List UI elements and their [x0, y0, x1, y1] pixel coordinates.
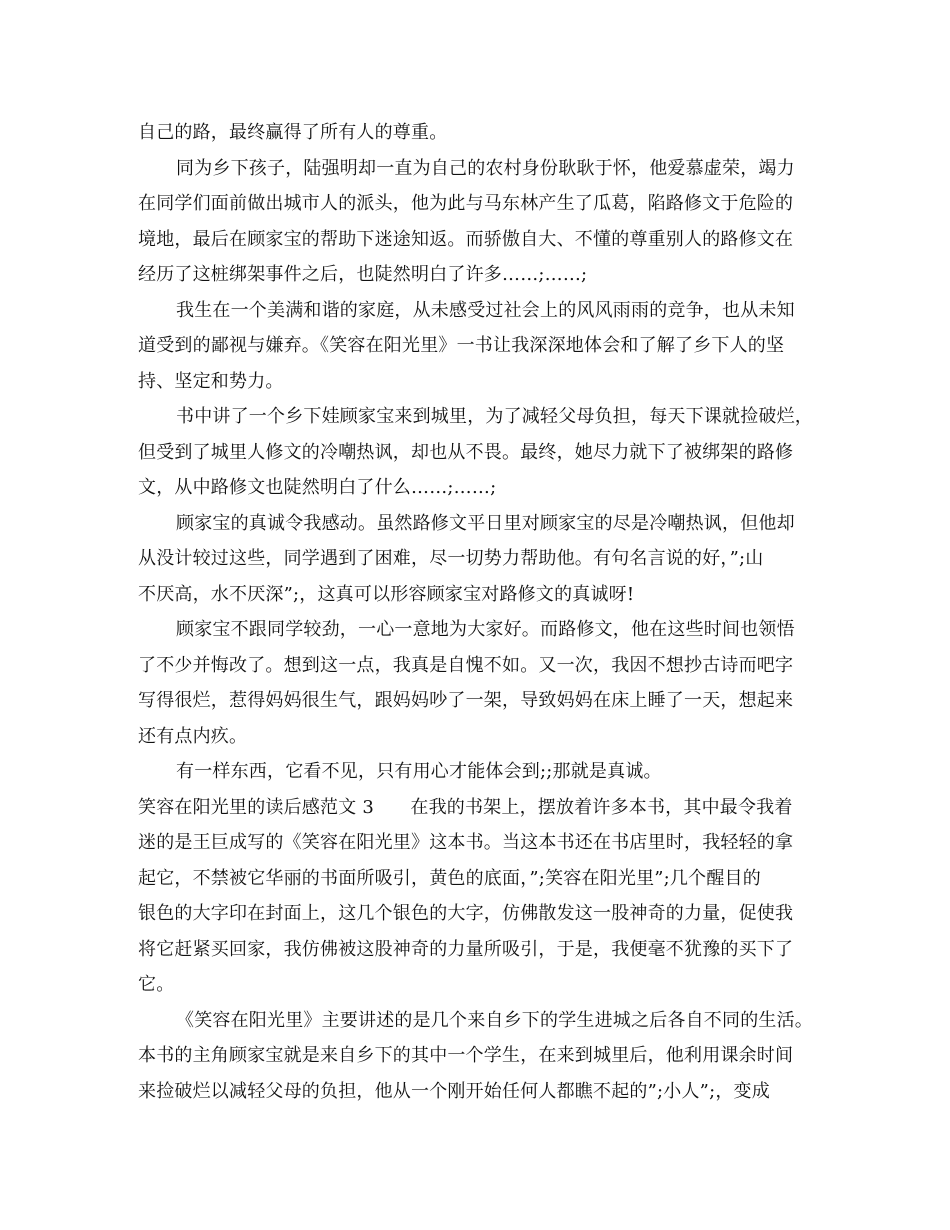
text-line: 文，从中路修文也陡然明白了什么……;……; — [138, 477, 497, 498]
text-line: 迷的是王巨成写的《笑容在阳光里》这本书。当这本书还在书店里时，我轻轻的拿 — [138, 832, 794, 853]
section-heading-line: 笑容在阳光里的读后感范文 3 在我的书架上，摆放着许多本书，其中最令我着 — [138, 797, 793, 818]
text-line: 了不少并悔改了。想到这一点，我真是自愧不如。又一次，我因不想抄古诗而吧字 — [138, 655, 794, 676]
text-line: 顾家宝的真诚令我感动。虽然路修文平日里对顾家宝的尽是冷嘲热讽，但他却 — [176, 513, 795, 534]
text-line: 同为乡下孩子，陆强明却一直为自己的农村身份耿耿于怀，他爱慕虚荣，竭力 — [176, 158, 795, 179]
text-line: 顾家宝不跟同学较劲，一心一意地为大家好。而路修文，他在这些时间也领悟 — [176, 619, 795, 640]
text-line: 书中讲了一个乡下娃顾家宝来到城里，为了减轻父母负担，每天下课就捡破烂， — [176, 406, 813, 427]
text-line: 写得很烂，惹得妈妈很生气，跟妈妈吵了一架，导致妈妈在床上睡了一天，想起来 — [138, 690, 794, 711]
text-line: 但受到了城里人修文的冷嘲热讽，却也从不畏。最终，她尽力就下了被绑架的路修 — [138, 442, 794, 463]
text-line: 将它赶紧买回家，我仿佛被这股神奇的力量所吸引，于是，我便毫不犹豫的买下了 — [138, 939, 794, 960]
text-line: 还有点内疚。 — [138, 726, 248, 747]
text-line: 从没计较过这些，同学遇到了困难，尽一切势力帮助他。有句名言说的好，”;山 — [138, 548, 764, 569]
text-line: 经历了这桩绑架事件之后，也陡然明白了许多……;……; — [138, 264, 588, 285]
text-line: 有一样东西，它看不见，只有用心才能体会到;;那就是真诚。 — [176, 761, 662, 782]
text-line: 本书的主角顾家宝就是来自乡下的其中一个学生，在来到城里后，他利用课余时间 — [138, 1045, 794, 1066]
text-line: 不厌高，水不厌深”;，这真可以形容顾家宝对路修文的真诚呀! — [138, 584, 635, 605]
text-line: 银色的大字印在封面上，这几个银色的大字，仿佛散发这一股神奇的力量，促使我 — [138, 903, 794, 924]
text-line: 来捡破烂以减轻父母的负担，他从一个刚开始任何人都瞧不起的”;小人”;，变成 — [138, 1081, 770, 1102]
text-line: 持、坚定和势力。 — [138, 371, 284, 392]
text-line: 道受到的鄙视与嫌弃。《笑容在阳光里》一书让我深深地体会和了解了乡下人的坚 — [138, 335, 785, 356]
text-line: 在同学们面前做出城市人的派头，他为此与马东林产生了瓜葛，陷路修文于危险的 — [138, 193, 794, 214]
text-line: 自己的路，最终赢得了所有人的尊重。 — [138, 122, 448, 143]
text-line: 我生在一个美满和谐的家庭，从未感受过社会上的风风雨雨的竞争，也从未知 — [176, 300, 795, 321]
text-line: 《笑容在阳光里》主要讲述的是几个来自乡下的学生进城之后各自不同的生活。 — [176, 1010, 813, 1031]
text-line: 境地，最后在顾家宝的帮助下迷途知返。而骄傲自大、不懂的尊重别人的路修文在 — [138, 229, 794, 250]
text-line: 起它，不禁被它华丽的书面所吸引，黄色的底面，”;笑容在阳光里”;几个醒目的 — [138, 868, 761, 889]
text-line: 它。 — [138, 974, 175, 995]
